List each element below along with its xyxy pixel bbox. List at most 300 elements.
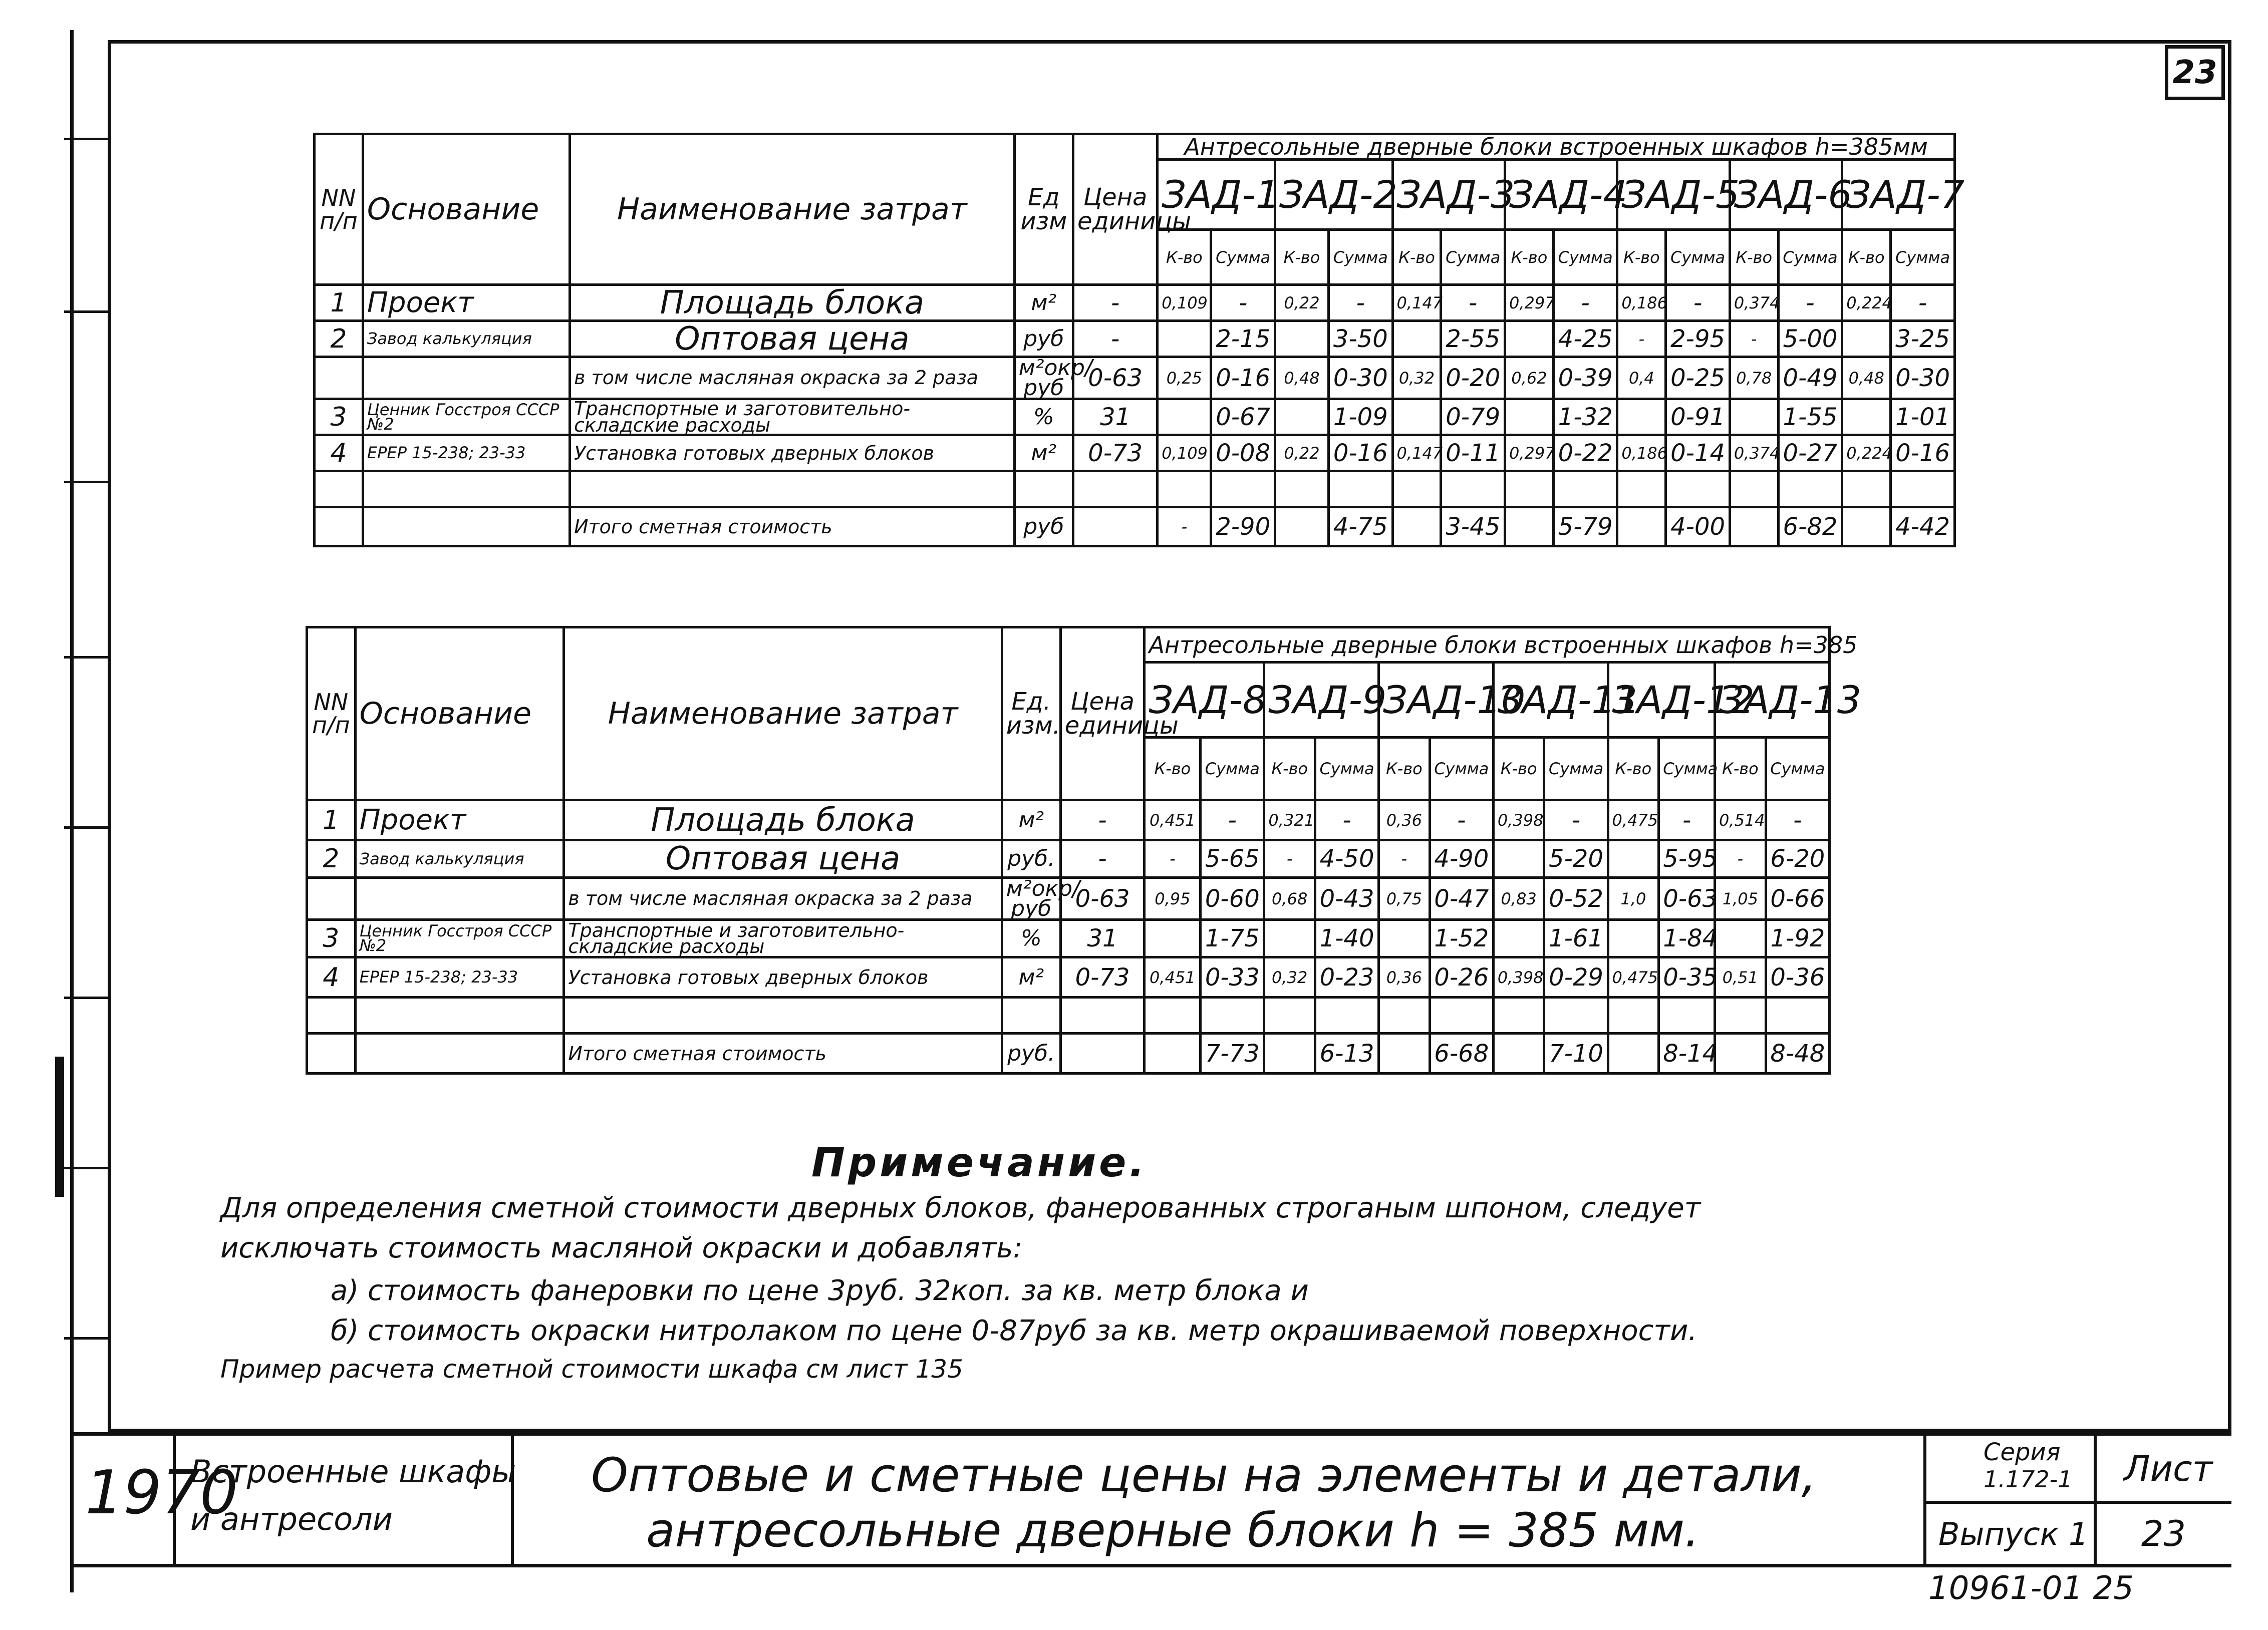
row-unit: руб <box>1014 321 1073 357</box>
qty-cell <box>1505 321 1553 357</box>
qty-subheader: К-во <box>1493 738 1544 800</box>
qty-cell <box>1842 471 1891 507</box>
sum-cell <box>1553 471 1617 507</box>
sum-cell: 5-00 <box>1778 321 1842 357</box>
table-row <box>315 321 1955 357</box>
row-unit <box>1002 998 1060 1034</box>
sum-subheader: Сумма <box>1891 230 1955 285</box>
qty-cell: - <box>1379 840 1430 878</box>
sum-cell <box>1659 998 1715 1034</box>
col-basis-header: Основание <box>355 627 564 800</box>
sum-cell: 4-25 <box>1553 321 1617 357</box>
sum-cell: 0-60 <box>1201 878 1264 920</box>
row-cost-name: Транспортные и заготовительно-складские расходы <box>564 920 1002 957</box>
sum-cell: 2-55 <box>1441 321 1505 357</box>
sum-cell: 6-82 <box>1778 507 1842 546</box>
row-unit: % <box>1002 920 1060 957</box>
sum-cell: 1-52 <box>1430 920 1493 957</box>
qty-cell: 0,48 <box>1842 357 1891 399</box>
sum-cell: - <box>1201 800 1264 840</box>
qty-cell <box>1715 1034 1766 1074</box>
row-unit: м²окр/руб <box>1014 357 1073 399</box>
row-basis: ЕРЕР 15-238; 23-33 <box>363 435 570 471</box>
sum-cell: 0-27 <box>1778 435 1842 471</box>
note-line: исключать стоимость масляной окраски и добавлять: <box>220 1232 1023 1264</box>
qty-subheader: К-во <box>1392 230 1441 285</box>
qty-cell: 0,36 <box>1379 800 1430 840</box>
sum-cell: 4-75 <box>1329 507 1393 546</box>
table-row <box>307 840 1830 878</box>
sum-subheader: Сумма <box>1666 230 1730 285</box>
qty-cell <box>1715 998 1766 1034</box>
row-basis <box>355 998 564 1034</box>
margin-tick <box>64 826 109 829</box>
qty-cell <box>1715 920 1766 957</box>
subject-line-2: и антресоли <box>190 1501 393 1537</box>
qty-cell: 0,22 <box>1275 285 1328 321</box>
model-header: ЗАД-10 <box>1379 663 1494 738</box>
sum-cell: 0-29 <box>1544 957 1608 998</box>
qty-cell: 0,32 <box>1264 957 1315 998</box>
row-basis <box>355 878 564 920</box>
sum-cell: 4-42 <box>1891 507 1955 546</box>
model-header: ЗАД-2 <box>1275 160 1392 230</box>
qty-cell <box>1505 507 1553 546</box>
qty-cell <box>1842 399 1891 435</box>
table-row <box>307 800 1830 840</box>
sum-cell: 8-48 <box>1766 1034 1829 1074</box>
qty-cell: 1,0 <box>1608 878 1659 920</box>
row-number: 4 <box>307 957 356 998</box>
qty-cell: 0,78 <box>1730 357 1778 399</box>
row-price: 0-63 <box>1073 357 1157 399</box>
sum-cell: 3-45 <box>1441 507 1505 546</box>
series-value: 1.172-1 <box>1983 1466 2073 1493</box>
row-cost-name: Итого сметная стоимость <box>570 507 1015 546</box>
model-header: ЗАД-6 <box>1730 160 1842 230</box>
qty-cell <box>1730 507 1778 546</box>
qty-cell <box>1264 1034 1315 1074</box>
row-basis: ЕРЕР 15-238; 23-33 <box>355 957 564 998</box>
qty-cell: 0,321 <box>1264 800 1315 840</box>
qty-subheader: К-во <box>1275 230 1328 285</box>
sum-cell: 0-79 <box>1441 399 1505 435</box>
qty-cell <box>1608 920 1659 957</box>
sum-cell: 0-20 <box>1441 357 1505 399</box>
row-unit: м² <box>1002 957 1060 998</box>
model-header: ЗАД-11 <box>1493 663 1608 738</box>
row-price: 31 <box>1073 399 1157 435</box>
corner-sheet-number: 23 <box>2165 45 2225 100</box>
row-unit: руб. <box>1002 1034 1060 1074</box>
sum-subheader: Сумма <box>1544 738 1608 800</box>
note-line: б) стоимость окраски нитролаком по цене 0-87руб за кв. метр окрашиваемой поверхности. <box>331 1315 1697 1347</box>
row-cost-name: в том числе масляная окраска за 2 раза <box>570 357 1015 399</box>
qty-cell <box>1264 998 1315 1034</box>
qty-cell: 1,05 <box>1715 878 1766 920</box>
qty-cell: 0,224 <box>1842 285 1891 321</box>
row-price: 31 <box>1060 920 1145 957</box>
qty-subheader: К-во <box>1730 230 1778 285</box>
col-price-header: Цена единицы <box>1073 134 1157 285</box>
sum-cell: 0-23 <box>1315 957 1379 998</box>
qty-cell: 0,95 <box>1145 878 1201 920</box>
sum-cell: 0-52 <box>1544 878 1608 920</box>
sum-cell: - <box>1778 285 1842 321</box>
row-number <box>315 357 363 399</box>
row-number: 3 <box>307 920 356 957</box>
qty-cell: 0,224 <box>1842 435 1891 471</box>
sum-cell: 0-33 <box>1201 957 1264 998</box>
row-cost-name: Оптовая цена <box>570 321 1015 357</box>
qty-cell <box>1608 998 1659 1034</box>
qty-cell <box>1842 321 1891 357</box>
series-label: Серия <box>1983 1438 2061 1466</box>
row-price <box>1073 507 1157 546</box>
sum-cell: 0-25 <box>1666 357 1730 399</box>
group-header: Антресольные дверные блоки встроенных шкафов h=385 <box>1145 627 1830 663</box>
row-basis: Проект <box>355 800 564 840</box>
sum-cell <box>1315 998 1379 1034</box>
qty-cell: 0,186 <box>1617 435 1666 471</box>
sum-cell: - <box>1329 285 1393 321</box>
sum-cell: - <box>1544 800 1608 840</box>
qty-cell: 0,22 <box>1275 435 1328 471</box>
table-row <box>315 399 1955 435</box>
sum-cell: 4-00 <box>1666 507 1730 546</box>
row-number: 1 <box>307 800 356 840</box>
qty-cell: 0,109 <box>1158 285 1211 321</box>
row-number <box>307 1034 356 1074</box>
qty-cell <box>1145 920 1201 957</box>
row-basis <box>363 357 570 399</box>
col-basis-header: Основание <box>363 134 570 285</box>
model-header: ЗАД-3 <box>1392 160 1505 230</box>
sum-subheader: Сумма <box>1430 738 1493 800</box>
title-block <box>70 1432 2231 1567</box>
sum-cell <box>1441 471 1505 507</box>
sum-cell: 0-26 <box>1430 957 1493 998</box>
qty-cell <box>1730 471 1778 507</box>
row-basis: Ценник Госстроя СССР №2 <box>363 399 570 435</box>
model-header: ЗАД-12 <box>1608 663 1715 738</box>
qty-cell <box>1392 399 1441 435</box>
sum-cell: 5-79 <box>1553 507 1617 546</box>
row-price: - <box>1073 321 1157 357</box>
sum-cell: 5-20 <box>1544 840 1608 878</box>
sum-subheader: Сумма <box>1315 738 1379 800</box>
margin-tick <box>64 310 109 313</box>
qty-cell <box>1842 507 1891 546</box>
qty-cell <box>1145 998 1201 1034</box>
sum-cell: - <box>1211 285 1275 321</box>
qty-cell: 0,475 <box>1608 800 1659 840</box>
row-unit: м² <box>1014 285 1073 321</box>
sum-cell: 0-16 <box>1329 435 1393 471</box>
sum-cell: 0-22 <box>1553 435 1617 471</box>
row-price <box>1060 998 1145 1034</box>
qty-cell <box>1158 399 1211 435</box>
sum-cell <box>1430 998 1493 1034</box>
margin-tick <box>64 1337 109 1340</box>
sum-cell: 0-91 <box>1666 399 1730 435</box>
sum-subheader: Сумма <box>1441 230 1505 285</box>
col-cost-name-header: Наименование затрат <box>564 627 1002 800</box>
qty-cell <box>1505 399 1553 435</box>
table-row <box>307 957 1830 998</box>
table-row <box>315 435 1955 471</box>
sum-cell: 6-68 <box>1430 1034 1493 1074</box>
sheet-label: Лист <box>2124 1448 2213 1489</box>
row-price: 0-73 <box>1073 435 1157 471</box>
sum-cell: 0-16 <box>1211 357 1275 399</box>
qty-subheader: К-во <box>1264 738 1315 800</box>
qty-cell: 0,51 <box>1715 957 1766 998</box>
sum-cell: 5-65 <box>1201 840 1264 878</box>
qty-subheader: К-во <box>1505 230 1553 285</box>
sum-subheader: Сумма <box>1766 738 1829 800</box>
table-row <box>315 285 1955 321</box>
sum-cell <box>1766 998 1829 1034</box>
table-row <box>315 507 1955 546</box>
row-price <box>1073 471 1157 507</box>
row-cost-name <box>570 471 1015 507</box>
archive-stamp: 10961-01 25 <box>1928 1570 2134 1607</box>
col-nn-header: NN п/п <box>315 134 363 285</box>
col-unit-header: Ед. изм. <box>1002 627 1060 800</box>
sum-cell: 0-30 <box>1891 357 1955 399</box>
row-number: 3 <box>315 399 363 435</box>
qty-cell: 0,297 <box>1505 435 1553 471</box>
qty-cell <box>1617 471 1666 507</box>
sum-cell: 7-10 <box>1544 1034 1608 1074</box>
margin-line <box>70 30 74 1592</box>
sum-cell <box>1201 998 1264 1034</box>
sum-cell: 0-49 <box>1778 357 1842 399</box>
table-row <box>315 471 1955 507</box>
sum-cell: 1-55 <box>1778 399 1842 435</box>
row-unit <box>1014 471 1073 507</box>
qty-subheader: К-во <box>1715 738 1766 800</box>
row-cost-name: Оптовая цена <box>564 840 1002 878</box>
group-header: Антресольные дверные блоки встроенных шкафов h=385мм <box>1158 134 1955 160</box>
qty-cell <box>1617 399 1666 435</box>
row-cost-name: в том числе масляная окраска за 2 раза <box>564 878 1002 920</box>
sum-cell: - <box>1659 800 1715 840</box>
sum-subheader: Сумма <box>1659 738 1715 800</box>
qty-cell <box>1493 840 1544 878</box>
sum-cell <box>1778 471 1842 507</box>
row-unit: % <box>1014 399 1073 435</box>
sum-cell: 2-15 <box>1211 321 1275 357</box>
sum-cell: 2-95 <box>1666 321 1730 357</box>
margin-tick <box>64 997 109 999</box>
sum-cell: - <box>1766 800 1829 840</box>
qty-cell: 0,147 <box>1392 285 1441 321</box>
sum-cell: 0-43 <box>1315 878 1379 920</box>
model-header: ЗАД-9 <box>1264 663 1379 738</box>
sum-subheader: Сумма <box>1201 738 1264 800</box>
qty-cell: 0,374 <box>1730 435 1778 471</box>
row-unit: м² <box>1002 800 1060 840</box>
row-basis <box>363 471 570 507</box>
row-number: 4 <box>315 435 363 471</box>
row-price <box>1060 1034 1145 1074</box>
binding-margin <box>0 30 110 1592</box>
sum-cell: 6-13 <box>1315 1034 1379 1074</box>
row-number: 2 <box>315 321 363 357</box>
qty-cell <box>1379 998 1430 1034</box>
row-cost-name: Площадь блока <box>570 285 1015 321</box>
qty-cell: - <box>1145 840 1201 878</box>
sum-cell: - <box>1430 800 1493 840</box>
qty-cell <box>1379 920 1430 957</box>
qty-cell: 0,451 <box>1145 800 1201 840</box>
qty-cell <box>1392 471 1441 507</box>
qty-cell: 0,36 <box>1379 957 1430 998</box>
table-row <box>307 878 1830 920</box>
sum-cell: 1-61 <box>1544 920 1608 957</box>
qty-cell <box>1275 321 1328 357</box>
table-row <box>307 1034 1830 1074</box>
qty-cell <box>1275 471 1328 507</box>
sheet-value: 23 <box>2141 1513 2186 1554</box>
qty-cell: - <box>1158 507 1211 546</box>
sum-cell: 0-14 <box>1666 435 1730 471</box>
sum-cell <box>1544 998 1608 1034</box>
sum-cell: 6-20 <box>1766 840 1829 878</box>
sum-cell: 1-75 <box>1201 920 1264 957</box>
sum-cell: 7-73 <box>1201 1034 1264 1074</box>
qty-cell: 0,186 <box>1617 285 1666 321</box>
sum-cell: 0-66 <box>1766 878 1829 920</box>
margin-mark <box>55 1057 64 1197</box>
qty-cell <box>1392 321 1441 357</box>
row-cost-name: Установка готовых дверных блоков <box>564 957 1002 998</box>
row-price: 0-63 <box>1060 878 1145 920</box>
table-row <box>307 920 1830 957</box>
qty-cell <box>1158 471 1211 507</box>
qty-cell <box>1158 321 1211 357</box>
sum-cell: - <box>1666 285 1730 321</box>
row-unit: руб <box>1014 507 1073 546</box>
margin-tick <box>64 1167 109 1169</box>
qty-cell: 0,48 <box>1275 357 1328 399</box>
sheet-title-line-1: Оптовые и сметные цены на элементы и детали, <box>591 1448 1817 1503</box>
qty-subheader: К-во <box>1158 230 1211 285</box>
qty-cell <box>1264 920 1315 957</box>
qty-cell <box>1275 399 1328 435</box>
sum-cell <box>1666 471 1730 507</box>
qty-cell: 0,75 <box>1379 878 1430 920</box>
sum-cell: 0-63 <box>1659 878 1715 920</box>
qty-subheader: К-во <box>1379 738 1430 800</box>
qty-cell <box>1608 1034 1659 1074</box>
qty-cell: - <box>1264 840 1315 878</box>
qty-cell <box>1392 507 1441 546</box>
row-basis: Завод калькуляция <box>363 321 570 357</box>
qty-cell: 0,398 <box>1493 800 1544 840</box>
qty-subheader: К-во <box>1145 738 1201 800</box>
sum-cell: 0-16 <box>1891 435 1955 471</box>
sum-cell: 0-36 <box>1766 957 1829 998</box>
qty-cell <box>1617 507 1666 546</box>
row-basis <box>363 507 570 546</box>
sheet-title-line-2: антресольные дверные блоки h = 385 мм. <box>646 1503 1700 1558</box>
margin-tick <box>64 656 109 659</box>
sum-subheader: Сумма <box>1778 230 1842 285</box>
sum-cell: 4-90 <box>1430 840 1493 878</box>
sum-cell: 0-30 <box>1329 357 1393 399</box>
note-line: Для определения сметной стоимости дверных блоков, фанерованных строганым шпоном, следует <box>220 1192 1701 1224</box>
qty-cell: 0,451 <box>1145 957 1201 998</box>
qty-cell: - <box>1617 321 1666 357</box>
model-header: ЗАД-8 <box>1145 663 1264 738</box>
note-line: а) стоимость фанеровки по цене 3руб. 32коп. за кв. метр блока и <box>331 1274 1309 1307</box>
model-header: ЗАД-4 <box>1505 160 1617 230</box>
sum-cell: 8-14 <box>1659 1034 1715 1074</box>
row-basis: Проект <box>363 285 570 321</box>
row-price: - <box>1073 285 1157 321</box>
qty-cell: - <box>1730 321 1778 357</box>
qty-cell: 0,109 <box>1158 435 1211 471</box>
row-number <box>307 878 356 920</box>
sum-cell: 2-90 <box>1211 507 1275 546</box>
qty-cell <box>1493 1034 1544 1074</box>
qty-cell: 0,4 <box>1617 357 1666 399</box>
sum-cell: 0-67 <box>1211 399 1275 435</box>
sum-cell <box>1891 471 1955 507</box>
row-unit: руб. <box>1002 840 1060 878</box>
row-basis: Ценник Госстроя СССР №2 <box>355 920 564 957</box>
qty-cell: 0,68 <box>1264 878 1315 920</box>
row-price: 0-73 <box>1060 957 1145 998</box>
sum-cell: 1-32 <box>1553 399 1617 435</box>
qty-cell: 0,25 <box>1158 357 1211 399</box>
sum-cell: 0-47 <box>1430 878 1493 920</box>
row-cost-name <box>564 998 1002 1034</box>
qty-cell <box>1145 1034 1201 1074</box>
sum-cell: 1-84 <box>1659 920 1715 957</box>
sum-cell: 0-08 <box>1211 435 1275 471</box>
sum-cell: 0-11 <box>1441 435 1505 471</box>
sum-cell: - <box>1315 800 1379 840</box>
model-header: ЗАД-5 <box>1617 160 1730 230</box>
qty-cell <box>1730 399 1778 435</box>
sum-cell: 0-39 <box>1553 357 1617 399</box>
sum-cell: 1-01 <box>1891 399 1955 435</box>
row-price: - <box>1060 840 1145 878</box>
tb-divider <box>1923 1436 1926 1564</box>
margin-tick <box>64 138 109 140</box>
qty-cell <box>1275 507 1328 546</box>
qty-cell <box>1379 1034 1430 1074</box>
row-unit: м²окр/руб <box>1002 878 1060 920</box>
note-line: Пример расчета сметной стоимости шкафа см лист 135 <box>220 1355 963 1384</box>
price-table-2 <box>306 626 1862 1075</box>
sum-cell: 1-40 <box>1315 920 1379 957</box>
tb-divider <box>2094 1436 2097 1564</box>
sum-subheader: Сумма <box>1329 230 1393 285</box>
qty-cell <box>1505 471 1553 507</box>
row-number: 2 <box>307 840 356 878</box>
qty-subheader: К-во <box>1617 230 1666 285</box>
row-basis: Завод калькуляция <box>355 840 564 878</box>
row-number <box>315 507 363 546</box>
qty-cell: 0,297 <box>1505 285 1553 321</box>
model-header: ЗАД-1 <box>1158 160 1275 230</box>
row-unit: м² <box>1014 435 1073 471</box>
